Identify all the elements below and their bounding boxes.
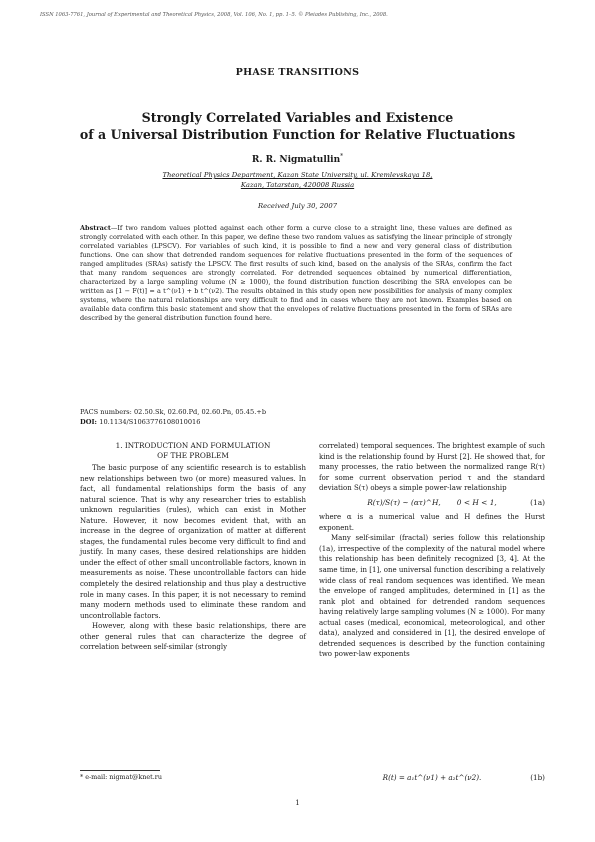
right-paragraph-2: where α is a numerical value and H defines the Hurst exponent.	[319, 513, 545, 532]
abstract-text: —If two random values plotted against each other form a curve close to a straight line, these values are defined as strongly correlated with each other. In this paper, we define these two random values as satisfying the linear principle of strongly correlated variables (LPSCV). For variables of such kind, it is possible to find a new and very general class of distribution functions. One can show that detrended random sequences for relative fluctuations presented in the form of the sequences of ranged amplitudes (SRAs) satisfy the LPSCV. The first results of such kind, based on the analysis of the SRAs, confirm the fact that many random sequences are strongly correlated. For detrended sequences obtained by numerical differentiation, characterized by a large sampling volume (N ≥ 1000), the found distribution function describing the SRA envelopes can be written as [1 − F(t)] = a t^(ν1) + b t^(ν2). The results obtained in this study open new possibilities for analysis of many complex systems, where the natural relationships are very difficult to find and in cases where they are not known. Examples based on available data confirm this basic statement and show that the envelopes of relative fluctuations presented in the form of SRAs are described by the general distribution function found here.	[80, 224, 512, 322]
affiliation-line-1: Theoretical Physics Department, Kazan State University, ul. Kremlevskaya 18,	[162, 171, 433, 179]
pacs-numbers: PACS numbers: 02.50.Sk, 02.60.Pd, 02.60.Pn, 05.45.+b	[80, 408, 267, 416]
intro-heading-line-2: OF THE PROBLEM	[157, 451, 229, 460]
paper-title-line-2: of a Universal Distribution Function for Relative Fluctuations	[79, 127, 516, 142]
intro-paragraph-1: The basic purpose of any scientific research is to establish new relationships between two (or more) measured values. In fact, all fundamental relationships form the basis of any natural science. That is why any researcher tries to establish unknown regularities (rules), which can exist in Mother Nature. However, it now becomes evident that, with an increase in the degree of organization of matter at different stages, the fundamental rules become very difficult to find and justify. In many cases, these desired relationships are hidden under the effect of other small uncontrollable factors, known in measurements as noise. These uncontrollable factors can hide completely the desired relationship and thus play a destructive role in many cases. In this paper, it is not necessary to remind many modern methods used to eliminate these random and uncontrollable factors.	[80, 464, 306, 620]
intro-paragraph-2: However, along with these basic relationships, there are other general rules that can characterize the degree of correlation between self-similar (strongly	[80, 622, 306, 652]
doi-label: DOI:	[80, 418, 97, 426]
equation-1a-lhs: R(τ)/S(τ) ~ (ατ)^H,	[367, 497, 441, 507]
intro-heading	[80, 441, 306, 461]
doi-link[interactable]: 10.1134/S1063776108010016	[99, 418, 201, 426]
right-paragraph-1: correlated) temporal sequences. The brightest example of such kind is the relationship found by Hurst [2]. He showed that, for many processes, the ratio between the normalized range R(τ) for some current observation period τ and the standard deviation S(τ) obeys a simple power-law relationship	[319, 442, 545, 493]
right-paragraph-3: Many self-similar (fractal) series follow this relationship (1a), irrespective of the complexity of the natural model where this relationship has been definitely recognized [3, 4]. At the same time, in [1], one universal function describing a relatively wide class of real random sequences was identified. We mean the envelope of ranged amplitudes, determined in [1] as the rank plot and obtained for detrended random sequences having relatively large sampling volumes (N ≥ 1000). For many actual cases (medical, economical, meteorological, and other data), analyzed and considered in [1], the desired envelope of detrended sequences is described by the function containing two power-law exponents	[319, 534, 545, 659]
equation-1b	[319, 773, 545, 782]
author-footnote-mark: *	[340, 153, 344, 160]
abstract-label: Abstract	[80, 224, 111, 232]
right-column	[319, 441, 545, 660]
author-name: R. R. Nigmatullin	[251, 155, 341, 165]
left-column	[80, 441, 306, 653]
section-title: PHASE TRANSITIONS	[235, 67, 360, 78]
equation-1a	[319, 498, 545, 509]
equation-1a-condition: 0 < H < 1,	[456, 497, 497, 507]
equation-1b-number: (1b)	[530, 773, 545, 782]
received-date: Received July 30, 2007	[257, 202, 338, 210]
author	[0, 153, 595, 165]
abstract	[80, 224, 512, 322]
footnote-rule	[80, 770, 160, 771]
equation-1b-body: R(t) = a₁t^(ν1) + a₂t^(ν2).	[382, 773, 482, 782]
footnote: * e-mail: nigmat@knet.ru	[80, 773, 162, 781]
running-header: ISSN 1063-7761, Journal of Experimental and Theoretical Physics, 2008, Vol. 106, No. 1, pp. 1–5. © Pleiades Publishing, Inc., 2008.	[40, 12, 388, 18]
intro-heading-line-1: 1. INTRODUCTION AND FORMULATION	[115, 441, 271, 450]
doi	[80, 418, 512, 426]
affiliation-line-2: Kazan, Tatarstan, 420008 Russia	[240, 181, 355, 189]
equation-1a-number: (1a)	[530, 497, 545, 507]
page-number: 1	[295, 799, 300, 807]
paper-title-line-1: Strongly Correlated Variables and Existence	[141, 110, 454, 125]
